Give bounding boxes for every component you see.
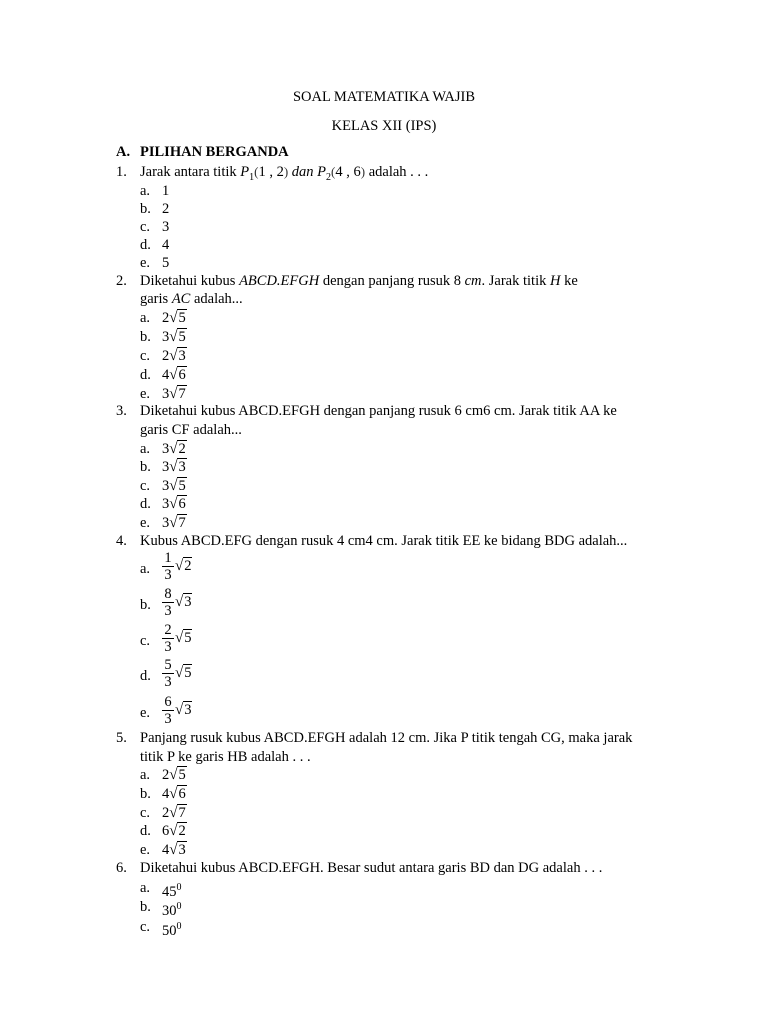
question-5-text: Panjang rusuk kubus ABCD.EFGH adalah 12 cm. Jika P titik tengah CG, maka jarak xyxy=(140,730,633,746)
question-3-text-line2: garis CF adalah... xyxy=(140,422,242,438)
option-label: d. xyxy=(140,496,151,512)
radical: √2 xyxy=(175,558,192,574)
option-label: c. xyxy=(140,805,151,821)
fraction: $\frac{1}{3}$ xyxy=(162,550,174,583)
section-heading: PILIHAN BERGANDA xyxy=(140,144,289,160)
option-value: 3√5 xyxy=(162,329,186,345)
option-value: 3√6 xyxy=(162,496,186,512)
option-value: 4 xyxy=(162,237,170,253)
option-value: 2√3 xyxy=(162,348,186,364)
option-label: a. xyxy=(140,183,151,199)
option-label: e. xyxy=(140,705,151,721)
option-value: 2√7 xyxy=(162,805,186,821)
question-3-text: Diketahui kubus ABCD.EFGH dengan panjang rusuk 6 cm6 cm. Jarak titik AA ke xyxy=(140,403,617,419)
document-title: SOAL MATEMATIKA WAJIB xyxy=(292,89,476,105)
option-value: 3√7 xyxy=(162,386,186,402)
option-value: $45^0$ xyxy=(162,882,182,900)
option-label: b. xyxy=(140,899,151,915)
option-label: a. xyxy=(140,880,151,896)
option-value: $50^0$ xyxy=(162,921,182,939)
radical: √5 xyxy=(175,630,192,646)
question-1-text: Jarak antara titik $P_1(1$ , 2) dan $P_2(4$ , 6) adalah . . . xyxy=(140,164,429,183)
radical: √3 xyxy=(175,594,192,610)
question-2-text: Diketahui kubus ABCD.EFGH dengan panjang rusuk 8 cm. Jarak titik H ke xyxy=(140,273,578,289)
option-label: c. xyxy=(140,633,151,649)
question-2-number: 2. xyxy=(116,273,127,289)
option-value: 3√5 xyxy=(162,478,186,494)
option-label: a. xyxy=(140,767,151,783)
option-label: a. xyxy=(140,441,151,457)
option-label: c. xyxy=(140,478,151,494)
option-label: c. xyxy=(140,348,151,364)
option-value: 2√5 xyxy=(162,310,186,326)
option-value: 4√6 xyxy=(162,367,186,383)
option-label: e. xyxy=(140,255,151,271)
option-label: e. xyxy=(140,386,151,402)
document-subtitle: KELAS XII (IPS) xyxy=(331,118,437,134)
option-value: 3√2 xyxy=(162,441,186,457)
question-4-number: 4. xyxy=(116,533,127,549)
option-label: b. xyxy=(140,329,151,345)
question-2-text-line2: garis AC adalah... xyxy=(140,291,243,307)
question-3-number: 3. xyxy=(116,403,127,419)
option-label: b. xyxy=(140,786,151,802)
option-value: 4√6 xyxy=(162,786,186,802)
question-5-text-line2: titik P ke garis HB adalah . . . xyxy=(140,749,311,765)
option-label: b. xyxy=(140,597,151,613)
question-6-text: Diketahui kubus ABCD.EFGH. Besar sudut antara garis BD dan DG adalah . . . xyxy=(140,860,603,876)
option-label: e. xyxy=(140,842,151,858)
option-value: 2√5 xyxy=(162,767,186,783)
option-label: e. xyxy=(140,515,151,531)
section-letter: A. xyxy=(116,144,131,160)
question-4-text: Kubus ABCD.EFG dengan rusuk 4 cm4 cm. Jarak titik EE ke bidang BDG adalah... xyxy=(140,533,628,549)
question-1-number: 1. xyxy=(116,164,127,180)
option-value: $30^0$ xyxy=(162,901,182,919)
option-value: 2 xyxy=(162,201,170,217)
option-label: b. xyxy=(140,459,151,475)
option-value: 3√7 xyxy=(162,515,186,531)
fraction: $\frac{8}{3}$ xyxy=(162,586,174,619)
fraction: $\frac{2}{3}$ xyxy=(162,622,174,655)
option-label: d. xyxy=(140,668,151,684)
option-label: b. xyxy=(140,201,151,217)
option-value: 6√2 xyxy=(162,823,186,839)
option-label: d. xyxy=(140,237,151,253)
option-label: a. xyxy=(140,561,151,577)
option-label: d. xyxy=(140,367,151,383)
option-value: 1 xyxy=(162,183,170,199)
option-label: c. xyxy=(140,919,151,935)
option-value: 5 xyxy=(162,255,170,271)
option-value: 4√3 xyxy=(162,842,186,858)
question-6-number: 6. xyxy=(116,860,127,876)
radical: √5 xyxy=(175,665,192,681)
option-label: c. xyxy=(140,219,151,235)
option-value: 3 xyxy=(162,219,170,235)
option-label: a. xyxy=(140,310,151,326)
fraction: $\frac{5}{3}$ xyxy=(162,657,174,690)
fraction: $\frac{6}{3}$ xyxy=(162,694,174,727)
option-value: 3√3 xyxy=(162,459,186,475)
option-label: d. xyxy=(140,823,151,839)
question-5-number: 5. xyxy=(116,730,127,746)
radical: √3 xyxy=(175,702,192,718)
